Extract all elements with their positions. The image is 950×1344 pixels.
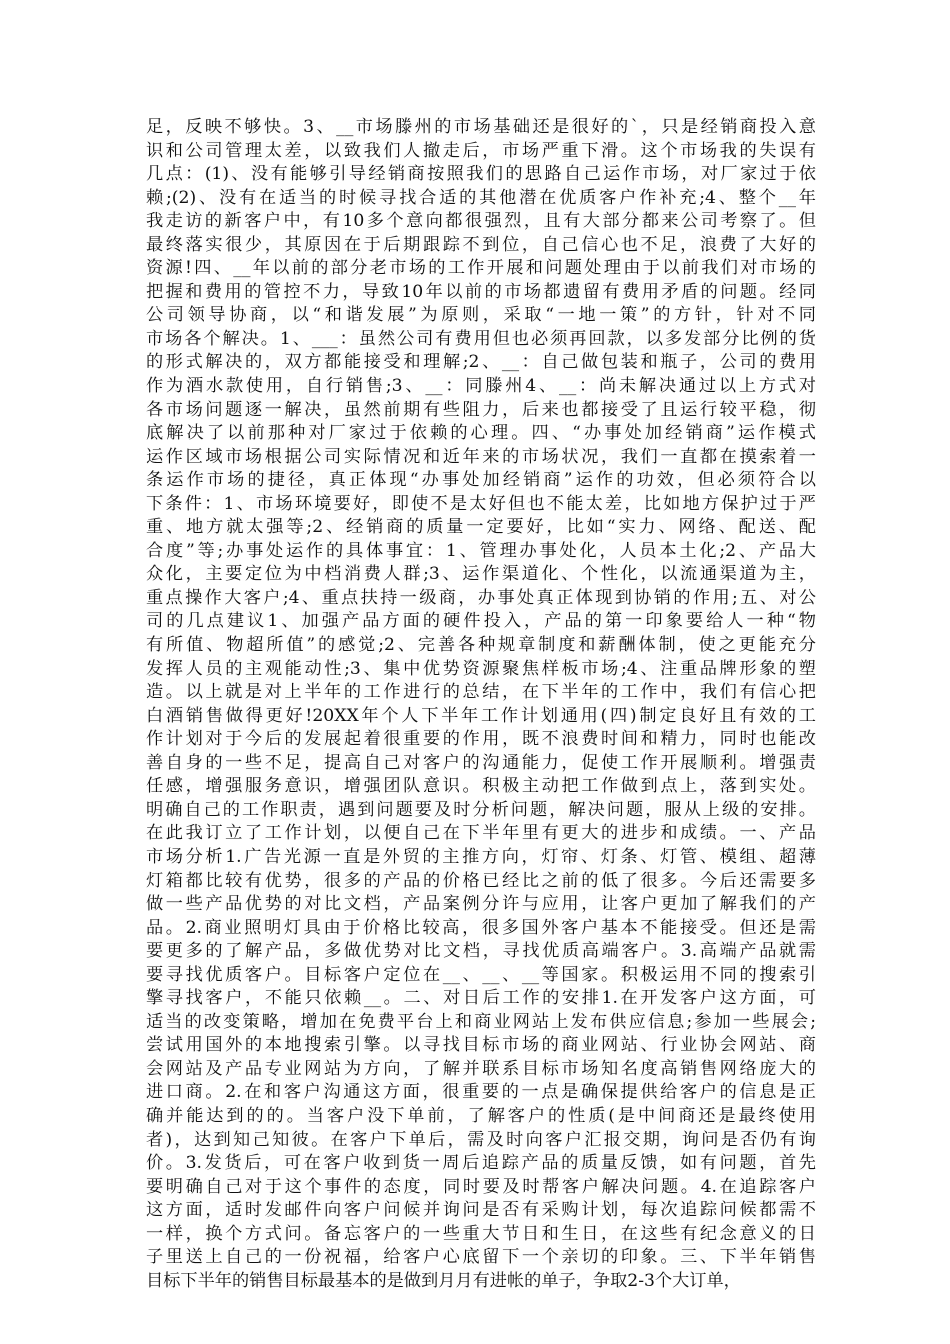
text-line: 公司领导协商，以“和谐发展”为原则，采取“一地一策”的方针，针对不同 bbox=[146, 305, 816, 326]
text-line: 足，反映不够快。3、__市场滕州的市场基础还是很好的`，只是经销商投入意 bbox=[146, 117, 816, 137]
text-line: 子里送上自己的一份祝福，给客户心底留下一个亲切的印象。三、下半年销售 bbox=[146, 1247, 816, 1268]
text-line: 运作区域市场根据公司实际情况和近年来的市场状况，我们一直都在摸索着一 bbox=[146, 446, 816, 467]
text-line: 的形式解决的，双方都能接受和理解;2、__：自己做包装和瓶子，公司的费用 bbox=[146, 352, 816, 373]
text-line: 资源!四、__年以前的部分老市场的工作开展和问题处理由于以前我们对市场的 bbox=[146, 258, 816, 279]
text-line: 合度”等;办事处运作的具体事宜：1、管理办事处化，人员本土化;2、产品大 bbox=[146, 540, 816, 561]
text-line: 白酒销售做得更好!20XX年个人下半年工作计划通用(四)制定良好且有效的工 bbox=[146, 705, 816, 726]
text-line: 会网站及产品专业网站为方向，了解并联系目标市场知名度高销售网络庞大的 bbox=[146, 1058, 816, 1079]
text-line: 底解决了以前那种对厂家过于依赖的心理。四、“办事处加经销商”运作模式 bbox=[146, 423, 816, 444]
document-body-text bbox=[146, 116, 816, 1293]
text-line: 品。2.商业照明灯具由于价格比较高，很多国外客户基本不能接受。但还是需 bbox=[146, 917, 816, 938]
text-line: 目标下半年的销售目标最基本的是做到月月有进帐的单子，争取2-3个大订单， bbox=[146, 1270, 741, 1291]
text-line: 作为酒水款使用，自行销售;3、__：同滕州4、__：尚未解决通过以上方式对 bbox=[146, 376, 816, 397]
text-line: 适当的改变策略，增加在免费平台上和商业网站上发布供应信息;参加一些展会; bbox=[146, 1011, 816, 1032]
text-line: 市场各个解决。1、___：虽然公司有费用但也必须再回款，以多发部分比例的货 bbox=[146, 328, 816, 349]
text-line: 进口商。2.在和客户沟通这方面，很重要的一点是确保提供给客户的信息是正 bbox=[146, 1082, 816, 1103]
text-line: 要寻找优质客户。目标客户定位在__、__、__等国家。积极运用不同的搜索引 bbox=[146, 964, 816, 985]
text-line: 下条件：1、市场环境要好，即使不是太好但也不能太差，比如地方保护过于严 bbox=[146, 493, 816, 514]
text-line: 确并能达到的的。当客户没下单前，了解客户的性质(是中间商还是最终使用 bbox=[146, 1105, 816, 1126]
text-line: 一样，换个方式问。备忘客户的一些重大节日和生日，在这些有纪念意义的日 bbox=[146, 1223, 816, 1244]
text-line: 各市场问题逐一解决，虽然前期有些阻力，后来也都接受了且运行较平稳，彻 bbox=[146, 399, 816, 420]
text-line: 明确自己的工作职责，遇到问题要及时分析问题，解决问题，服从上级的安排。 bbox=[146, 799, 816, 820]
text-line: 做一些产品优势的对比文档，产品案例分许与应用，让客户更加了解我们的产 bbox=[146, 894, 816, 915]
text-line: 善自身的一些不足，提高自己对客户的沟通能力，促使工作开展顺利。增强责 bbox=[146, 752, 816, 773]
text-line: 要明确自己对于这个事件的态度，同时要及时帮客户解决问题。4.在追踪客户 bbox=[146, 1176, 816, 1197]
text-line: 众化，主要定位为中档消费人群;3、运作渠道化、个性化，以流通渠道为主， bbox=[146, 564, 816, 585]
text-line: 要更多的了解产品，多做优势对比文档，寻找优质高端客户。3.高端产品就需 bbox=[146, 941, 816, 962]
text-line: 重、地方就太强等;2、经销商的质量一定要好，比如“实力、网络、配送、配 bbox=[146, 517, 816, 538]
text-line: 价。3.发货后，可在客户收到货一周后追踪产品的质量反馈，如有问题，首先 bbox=[146, 1153, 816, 1174]
text-line: 把握和费用的管控不力，导致10年以前的市场都遗留有费用矛盾的问题。经同 bbox=[146, 281, 816, 302]
text-line: 者)，达到知己知彼。在客户下单后，需及时向客户汇报交期，询问是否仍有询 bbox=[146, 1129, 816, 1150]
text-line: 我走访的新客户中，有10多个意向都很强烈，且有大部分都来公司考察了。但 bbox=[146, 211, 816, 232]
text-line: 赖;(2)、没有在适当的时候寻找合适的其他潜在优质客户作补充;4、整个__年 bbox=[146, 187, 816, 208]
text-line: 最终落实很少，其原因在于后期跟踪不到位，自己信心也不足，浪费了大好的 bbox=[146, 234, 816, 255]
text-line: 几点：(1)、没有能够引导经销商按照我们的思路自己运作市场，对厂家过于依 bbox=[146, 164, 816, 185]
text-line: 这方面，适时发邮件向客户问候并询问是否有采购计划，每次追踪问候都需不 bbox=[146, 1200, 816, 1221]
text-line: 造。以上就是对上半年的工作进行的总结，在下半年的工作中，我们有信心把 bbox=[146, 682, 816, 703]
text-line: 灯箱都比较有优势，很多的产品的价格已经比之前的低了很多。今后还需要多 bbox=[146, 870, 816, 891]
text-line: 作计划对于今后的发展起着很重要的作用，既不浪费时间和精力，同时也能改 bbox=[146, 729, 816, 750]
text-line: 市场分析1.广告光源一直是外贸的主推方向，灯帘、灯条、灯管、模组、超薄 bbox=[146, 846, 816, 867]
text-line: 有所值、物超所值”的感觉;2、完善各种规章制度和薪酬体制，使之更能充分 bbox=[146, 635, 816, 656]
text-line: 司的几点建议1、加强产品方面的硬件投入，产品的第一印象要给人一种“物 bbox=[146, 611, 816, 632]
text-line: 任感，增强服务意识，增强团队意识。积极主动把工作做到点上，落到实处。 bbox=[146, 776, 816, 797]
text-line: 识和公司管理太差，以致我们人撤走后，市场严重下滑。这个市场我的失误有 bbox=[146, 140, 816, 161]
text-line: 擎寻找客户，不能只依赖__。二、对日后工作的安排1.在开发客户这方面，可 bbox=[146, 988, 816, 1009]
text-line: 在此我订立了工作计划，以便自己在下半年里有更大的进步和成绩。一、产品 bbox=[146, 823, 816, 844]
text-line: 条运作市场的捷径，真正体现“办事处加经销商”运作的功效，但必须符合以 bbox=[146, 470, 816, 491]
text-line: 发挥人员的主观能动性;3、集中优势资源聚焦样板市场;4、注重品牌形象的塑 bbox=[146, 658, 816, 679]
text-line: 尝试用国外的本地搜索引擎。以寻找目标市场的商业网站、行业协会网站、商 bbox=[146, 1035, 816, 1056]
text-line: 重点操作大客户;4、重点扶持一级商，办事处真正体现到协销的作用;五、对公 bbox=[146, 587, 816, 608]
